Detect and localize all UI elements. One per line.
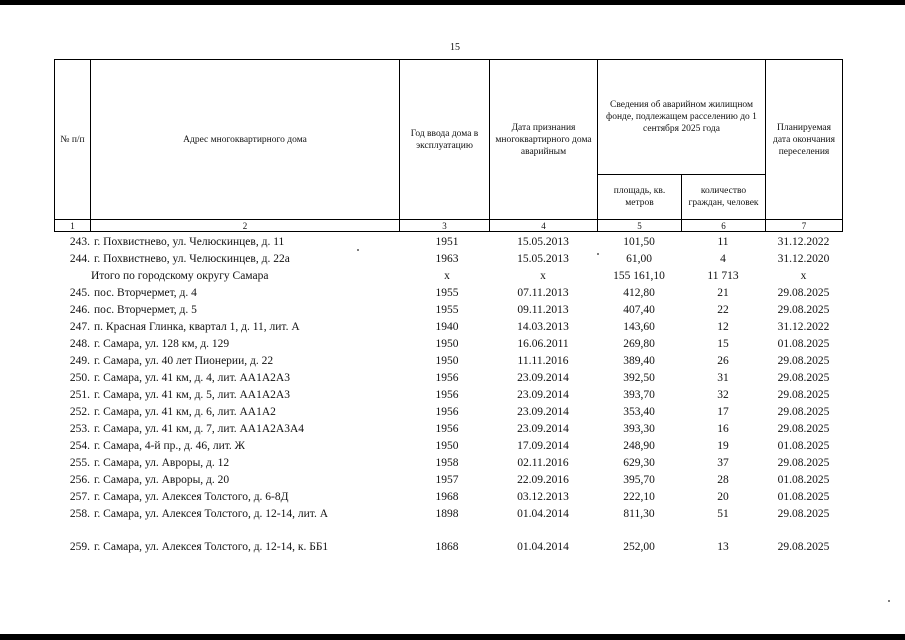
row-people: 16 (717, 423, 729, 435)
row-address: г. Самара, ул. Алексея Толстого, д. 6-8Д (94, 491, 289, 503)
row-people: 28 (717, 474, 729, 486)
row-year: 1940 (435, 321, 459, 333)
row-number: 255. (69, 457, 90, 469)
row-address: п. Красная Глинка, квартал 1, д. 11, лит. А (94, 321, 300, 333)
table-row (54, 454, 842, 471)
row-number: 248. (69, 338, 90, 350)
row-address: г. Самара, ул. 41 км, д. 7, лит. АА1А2А3А4 (94, 423, 305, 435)
column-number: 1 (55, 220, 91, 232)
row-people: 11 713 (707, 270, 739, 282)
table-header (54, 59, 843, 232)
row-people: 15 (717, 338, 729, 350)
column-number: 7 (766, 220, 843, 232)
row-year: 1951 (435, 236, 459, 248)
row-address: г. Самара, ул. Авроры, д. 12 (94, 457, 230, 469)
row-number: 256. (69, 474, 90, 486)
row-year: 1950 (435, 338, 459, 350)
row-year: 1968 (435, 491, 459, 503)
column-number: 6 (682, 220, 766, 232)
row-people: 12 (717, 321, 729, 333)
row-plan-date: 31.12.2022 (777, 236, 830, 248)
row-address: г. Похвистнево, ул. Челюскинцев, д. 11 (94, 236, 285, 248)
total-row (54, 267, 842, 284)
row-address: г. Самара, ул. Алексея Толстого, д. 12-14, к. ББ1 (94, 541, 329, 553)
row-plan-date: 01.08.2025 (777, 474, 830, 486)
row-date: 15.05.2013 (517, 236, 569, 248)
table-row (54, 284, 842, 301)
row-number: 259. (69, 541, 90, 553)
header-people: количество граждан, человек (682, 175, 766, 220)
table-row (54, 403, 842, 420)
header-address: Адрес многоквартирного дома (91, 60, 400, 220)
row-area: 393,30 (623, 423, 655, 435)
row-year: 1950 (435, 355, 459, 367)
row-people: 37 (717, 457, 729, 469)
row-date: 02.11.2016 (517, 457, 569, 469)
row-area: 155 161,10 (613, 270, 665, 282)
row-number: 251. (69, 389, 90, 401)
row-plan-date: 29.08.2025 (777, 508, 830, 520)
row-plan-date: 29.08.2025 (777, 355, 830, 367)
row-number: 250. (69, 372, 90, 384)
row-year: х (444, 270, 450, 282)
row-number: 258. (69, 508, 90, 520)
row-people: 21 (717, 287, 729, 299)
row-date: 14.03.2013 (517, 321, 569, 333)
row-plan-date: 29.08.2025 (777, 304, 830, 316)
row-number: 254. (69, 440, 90, 452)
table-row (54, 471, 842, 488)
total-label: Итого по городскому округу Самара (91, 270, 269, 282)
table-row (54, 233, 842, 250)
row-address: пос. Вторчермет, д. 5 (94, 304, 197, 316)
row-area: 101,50 (623, 236, 655, 248)
row-people: 11 (717, 236, 729, 248)
row-address: г. Самара, ул. 128 км, д. 129 (94, 338, 230, 350)
row-people: 51 (717, 508, 729, 520)
row-address: г. Самара, 4-й пр., д. 46, лит. Ж (94, 440, 245, 452)
row-number: 247. (69, 321, 90, 333)
row-date: 23.09.2014 (517, 372, 569, 384)
row-area: 222,10 (623, 491, 655, 503)
column-number: 2 (91, 220, 400, 232)
row-year: 1955 (435, 304, 459, 316)
row-year: 1950 (435, 440, 459, 452)
row-area: 395,70 (623, 474, 655, 486)
header-plan: Планируемая дата окончания переселения (766, 60, 843, 220)
row-year: 1898 (435, 508, 459, 520)
row-year: 1956 (435, 389, 459, 401)
row-address: г. Самара, ул. 41 км, д. 5, лит. АА1А2А3 (94, 389, 290, 401)
row-plan-date: х (800, 270, 807, 282)
table-row (54, 538, 842, 571)
scan-top-edge (0, 0, 905, 5)
row-area: 629,30 (623, 457, 655, 469)
row-area: 252,00 (623, 541, 655, 553)
row-date: 11.11.2016 (517, 355, 569, 367)
header-area: площадь, кв. метров (598, 175, 682, 220)
row-plan-date: 01.08.2025 (777, 338, 830, 350)
scan-speck (597, 253, 599, 255)
page-number: 15 (450, 42, 460, 53)
row-area: 412,80 (623, 287, 655, 299)
row-people: 31 (717, 372, 729, 384)
row-plan-date: 01.08.2025 (777, 440, 830, 452)
table-row (54, 505, 842, 538)
row-area: 393,70 (623, 389, 655, 401)
row-address: г. Самара, ул. Авроры, д. 20 (94, 474, 230, 486)
row-area: 353,40 (623, 406, 655, 418)
row-address: пос. Вторчермет, д. 4 (94, 287, 197, 299)
row-area: 143,60 (623, 321, 655, 333)
row-date: 17.09.2014 (517, 440, 569, 452)
row-people: 32 (717, 389, 729, 401)
row-area: 407,40 (623, 304, 655, 316)
row-year: 1955 (435, 287, 459, 299)
row-plan-date: 29.08.2025 (777, 406, 830, 418)
row-date: 09.11.2013 (517, 304, 569, 316)
scan-speck (888, 600, 890, 602)
row-area: 61,00 (626, 253, 652, 265)
table-row (54, 437, 842, 454)
row-number: 249. (69, 355, 90, 367)
row-number: 244. (69, 253, 90, 265)
column-number: 3 (400, 220, 490, 232)
row-date: 16.06.2011 (517, 338, 569, 350)
row-address: г. Самара, ул. 40 лет Пионерии, д. 22 (94, 355, 274, 367)
table-row (54, 318, 842, 335)
row-people: 26 (717, 355, 729, 367)
row-plan-date: 29.08.2025 (777, 372, 830, 384)
row-date: 03.12.2013 (517, 491, 569, 503)
header-fund: Сведения об аварийном жилищном фонде, подлежащем расселению до 1 сентября 2025 года (598, 60, 766, 175)
row-date: 22.09.2016 (517, 474, 569, 486)
table-row (54, 386, 842, 403)
row-address: г. Самара, ул. Алексея Толстого, д. 12-14, лит. А (94, 508, 328, 520)
row-date: 23.09.2014 (517, 406, 569, 418)
row-plan-date: 01.08.2025 (777, 491, 830, 503)
row-year: 1958 (435, 457, 459, 469)
row-plan-date: 29.08.2025 (777, 541, 830, 553)
row-number: 252. (69, 406, 90, 418)
row-area: 392,50 (623, 372, 655, 384)
row-date: 23.09.2014 (517, 423, 569, 435)
row-plan-date: 31.12.2022 (777, 321, 830, 333)
row-year: 1963 (435, 253, 459, 265)
row-people: 13 (717, 541, 729, 553)
header-num: № п/п (55, 60, 91, 220)
header-year: Год ввода дома в эксплуатацию (400, 60, 490, 220)
table-row (54, 301, 842, 318)
column-number: 5 (598, 220, 682, 232)
row-year: 1956 (435, 372, 459, 384)
scan-bottom-edge (0, 634, 905, 640)
row-date: х (540, 270, 546, 282)
row-date: 01.04.2014 (517, 541, 569, 553)
table-row (54, 335, 842, 352)
header-date: Дата признания многоквартирного дома аварийным (490, 60, 598, 220)
row-date: 15.05.2013 (517, 253, 569, 265)
table-row (54, 250, 842, 267)
row-address: г. Самара, ул. 41 км, д. 6, лит. АА1А2 (94, 406, 276, 418)
table-row (54, 369, 842, 386)
row-number: 257. (69, 491, 90, 503)
row-plan-date: 29.08.2025 (777, 389, 830, 401)
row-area: 389,40 (623, 355, 655, 367)
row-people: 4 (720, 253, 726, 265)
row-plan-date: 29.08.2025 (777, 457, 830, 469)
column-number: 4 (490, 220, 598, 232)
row-number: 245. (69, 287, 90, 299)
row-area: 269,80 (623, 338, 655, 350)
row-date: 07.11.2013 (517, 287, 569, 299)
row-number: 253. (69, 423, 90, 435)
table-body (54, 233, 842, 571)
table-row (54, 352, 842, 369)
scan-speck (357, 249, 359, 251)
row-number: 243. (69, 236, 90, 248)
row-plan-date: 29.08.2025 (777, 287, 830, 299)
row-area: 248,90 (623, 440, 655, 452)
row-year: 1868 (435, 541, 459, 553)
row-people: 17 (717, 406, 729, 418)
row-plan-date: 29.08.2025 (777, 423, 830, 435)
row-address: г. Похвистнево, ул. Челюскинцев, д. 22а (94, 253, 290, 265)
row-year: 1956 (435, 406, 459, 418)
row-year: 1957 (435, 474, 459, 486)
row-address: г. Самара, ул. 41 км, д. 4, лит. АА1А2А3 (94, 372, 290, 384)
row-people: 19 (717, 440, 729, 452)
row-year: 1956 (435, 423, 459, 435)
row-area: 811,30 (623, 508, 655, 520)
row-date: 23.09.2014 (517, 389, 569, 401)
row-date: 01.04.2014 (517, 508, 569, 520)
row-people: 20 (717, 491, 729, 503)
row-number: 246. (69, 304, 90, 316)
table-row (54, 488, 842, 505)
row-people: 22 (717, 304, 729, 316)
table-row (54, 420, 842, 437)
row-plan-date: 31.12.2020 (777, 253, 830, 265)
